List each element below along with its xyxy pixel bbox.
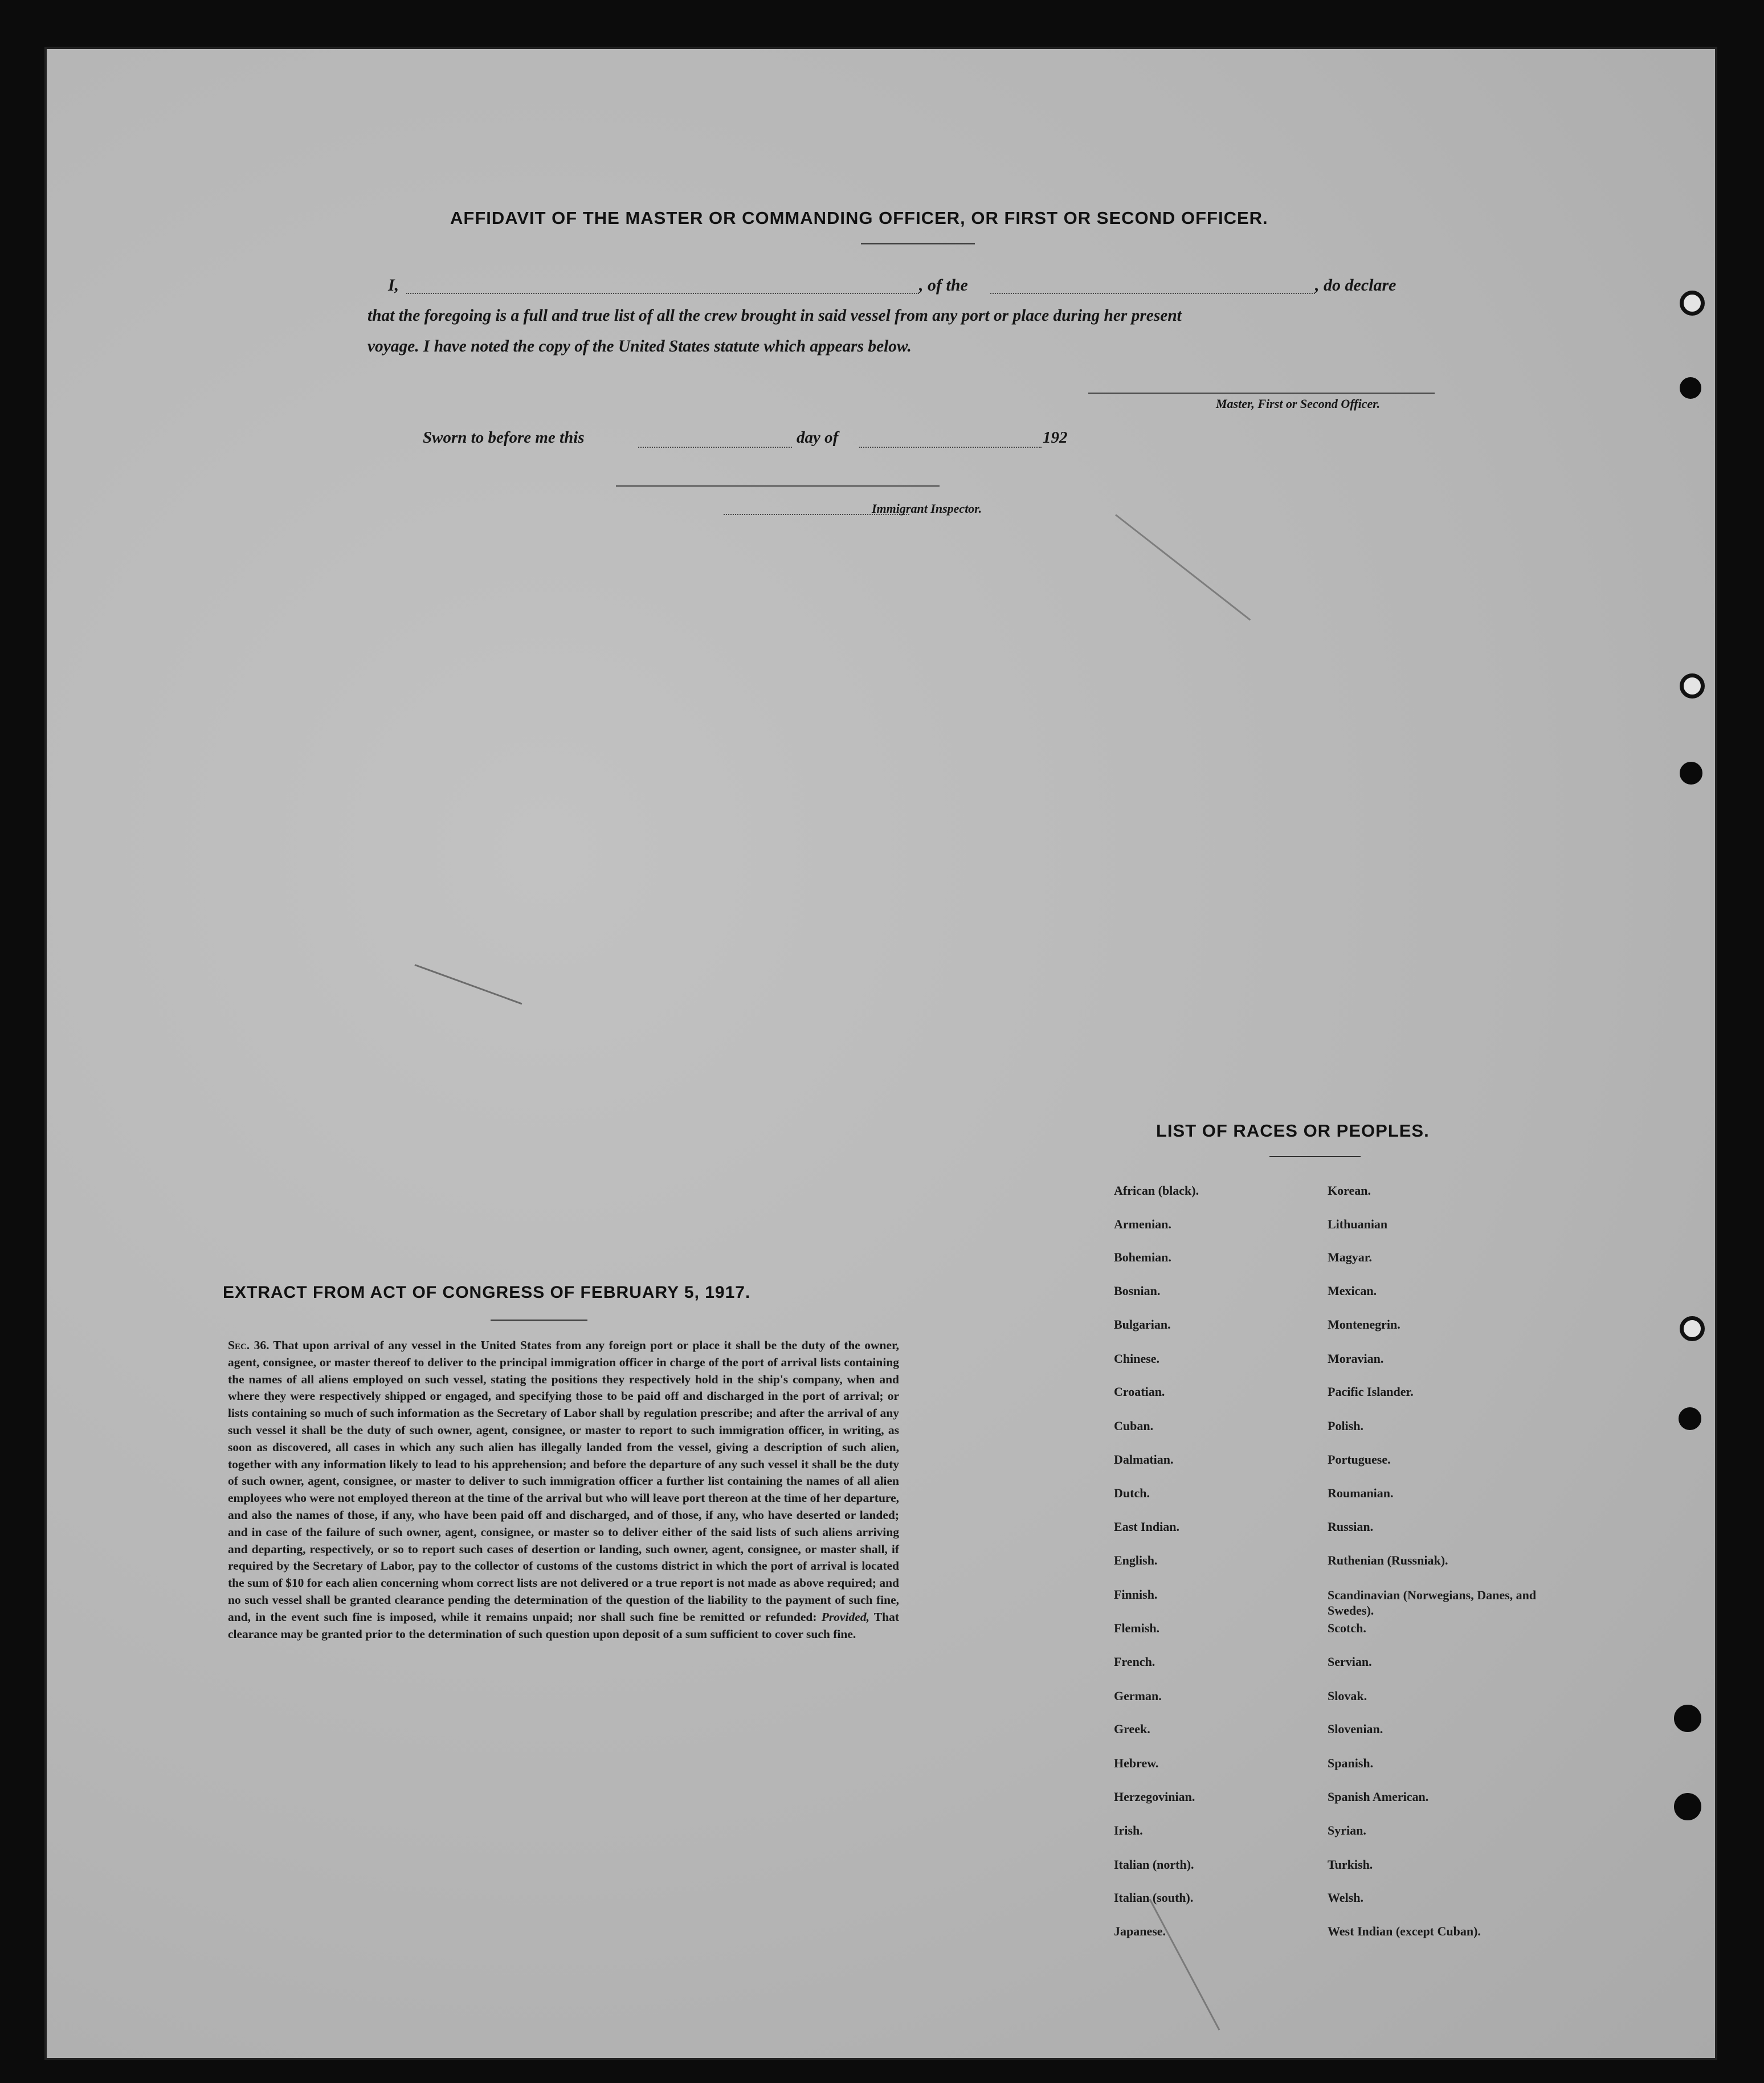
race-item: Japanese. [1114, 1924, 1166, 1938]
race-item: Italian (north). [1114, 1857, 1194, 1872]
race-item: Spanish American. [1328, 1790, 1429, 1804]
extract-title: EXTRACT FROM ACT OF CONGRESS OF FEBRUARY 5, 1917. [223, 1283, 751, 1302]
provided-body: That clearance may be granted prior to the determination of such question upon deposit of a sum sufficient to cover such fine. [228, 1610, 899, 1641]
race-item: English. [1114, 1553, 1158, 1567]
affidavit-line-2: that the foregoing is a full and true list of all the crew brought in said vessel from any port or place during her present [368, 307, 1182, 325]
races-title-rule [1269, 1156, 1361, 1157]
race-item: Turkish. [1328, 1857, 1373, 1872]
provided-label: Provided, [821, 1610, 869, 1624]
race-item: Finnish. [1114, 1587, 1158, 1602]
race-item: Mexican. [1328, 1284, 1377, 1298]
extract-body [228, 1337, 899, 1643]
inspector-caption: Immigrant Inspector. [872, 501, 982, 516]
extract-title-rule [491, 1320, 587, 1321]
race-item: West Indian (except Cuban). [1328, 1924, 1481, 1938]
race-item: Portuguese. [1328, 1452, 1391, 1467]
affidavit-title-rule [861, 243, 975, 244]
race-item: Bulgarian. [1114, 1317, 1171, 1332]
race-item: Servian. [1328, 1655, 1372, 1669]
master-caption: Master, First or Second Officer. [1216, 397, 1381, 411]
inspector-signature-line[interactable] [616, 485, 940, 487]
race-item: Flemish. [1114, 1621, 1160, 1635]
vessel-field[interactable] [990, 293, 1315, 294]
punch-hole-icon [1679, 1407, 1701, 1430]
race-item: Hebrew. [1114, 1756, 1159, 1770]
master-signature-line[interactable] [1088, 393, 1435, 394]
race-item: Montenegrin. [1328, 1317, 1400, 1332]
day-of-label: day of [797, 428, 839, 447]
race-item: Lithuanian [1328, 1217, 1388, 1231]
race-item: Bosnian. [1114, 1284, 1161, 1298]
punch-hole-icon [1680, 377, 1701, 399]
fold-crease [1115, 514, 1251, 620]
race-item: Cuban. [1114, 1419, 1154, 1433]
race-item: Herzegovinian. [1114, 1790, 1195, 1804]
fold-crease [1149, 1899, 1220, 2031]
race-item: Magyar. [1328, 1250, 1373, 1264]
race-item: Roumanian. [1328, 1486, 1394, 1500]
punch-hole-icon [1674, 1793, 1701, 1820]
race-item: Dalmatian. [1114, 1452, 1174, 1467]
race-item: Syrian. [1328, 1823, 1366, 1837]
race-item: Armenian. [1114, 1217, 1171, 1231]
race-item: Spanish. [1328, 1756, 1374, 1770]
race-item: Slovenian. [1328, 1722, 1383, 1736]
races-title: LIST OF RACES OR PEOPLES. [1156, 1121, 1430, 1141]
section-body: That upon arrival of any vessel in the United States from any foreign port or place it shall be the duty of the owner, agent, consignee, or master thereof to deliver to the principal immigration officer in charge of the port of arrival lists containing the names of all aliens employed on such vessel, stating the positions they respectively hold in the ship's company, when and where they were respectively shipped or engaged, and specifying those to be paid off and discharged in the port of arrival; or lists containing so much of such information as the Secretary of Labor shall by regulation prescribe; and after the arrival of any such vessel it shall be the duty of such owner, agent, consignee, or master to report to such immigration officer, in writing, as soon as discovered, all cases in which any such alien has illegally landed from the vessel, giving a description of such alien, together with any information likely to lead to his apprehension; and before the departure of any such vessel it shall be the duty of such owner, agent, consignee, or master to deliver to such immigration officer a further list containing the names of all alien employees who were not employed thereon at the time of the arrival but who will leave port thereon at the time of her departure, and also the names of those, if any, who have been paid off and discharged, and of those, if any, who have deserted or landed; and in case of the failure of such owner, agent, consignee, or master so to deliver either of the said lists of such aliens arriving and departing, respectively, or so to report such cases of desertion or landing, such owner, agent, consignee, or master shall, if required by the Secretary of Labor, pay to the collector of customs of the customs district in which the port of arrival is located the sum of $10 for each alien concerning whom correct lists are not delivered or a true report is not made as above required; and no such vessel shall be granted clearance pending the determination of the question of the liability to the payment of such fine, and, in the event such fine is imposed, while it remains unpaid; nor shall such fine be remitted or refunded: [228, 1338, 899, 1624]
race-item: Polish. [1328, 1419, 1363, 1433]
race-item: Bohemian. [1114, 1250, 1171, 1264]
race-item: Welsh. [1328, 1890, 1363, 1905]
race-item: Ruthenian (Russniak). [1328, 1553, 1448, 1567]
punch-hole-icon [1680, 762, 1702, 785]
race-item: African (black). [1114, 1183, 1199, 1198]
race-item: Pacific Islander. [1328, 1384, 1414, 1399]
affidavit-declare: , do declare [1315, 276, 1396, 295]
race-item: Korean. [1328, 1183, 1371, 1198]
race-item: Irish. [1114, 1823, 1143, 1837]
race-item: Dutch. [1114, 1486, 1150, 1500]
race-item: Scotch. [1328, 1621, 1366, 1635]
race-item: Russian. [1328, 1520, 1374, 1534]
race-item: Croatian. [1114, 1384, 1165, 1399]
sworn-label: Sworn to before me this [423, 428, 585, 447]
race-item: Moravian. [1328, 1351, 1384, 1366]
sworn-day-field[interactable] [638, 447, 792, 448]
document-page [44, 47, 1717, 2060]
race-item: Slovak. [1328, 1689, 1367, 1703]
section-label: Sec. 36. [228, 1338, 270, 1352]
affidavit-i: I, [388, 276, 399, 295]
race-item: East Indian. [1114, 1520, 1179, 1534]
affidavit-title: AFFIDAVIT OF THE MASTER OR COMMANDING OFFICER, OR FIRST OR SECOND OFFICER. [450, 208, 1268, 228]
sworn-month-field[interactable] [859, 447, 1042, 448]
name-field[interactable] [406, 293, 919, 294]
race-item: Scandinavian (Norwegians, Danes, and Swedes). [1328, 1588, 1537, 1618]
affidavit-line-3: voyage. I have noted the copy of the United States statute which appears below. [368, 337, 912, 356]
race-item: Greek. [1114, 1722, 1150, 1736]
punch-hole-icon [1680, 673, 1705, 699]
punch-hole-icon [1680, 291, 1705, 316]
fold-crease [414, 964, 522, 1004]
race-item: French. [1114, 1655, 1155, 1669]
punch-hole-icon [1674, 1705, 1701, 1732]
race-item: Italian (south). [1114, 1890, 1194, 1905]
race-item: German. [1114, 1689, 1162, 1703]
punch-hole-icon [1680, 1316, 1705, 1341]
affidavit-of-the: , of the [919, 276, 968, 295]
year-label: 192 [1043, 428, 1068, 447]
race-item: Chinese. [1114, 1351, 1160, 1366]
